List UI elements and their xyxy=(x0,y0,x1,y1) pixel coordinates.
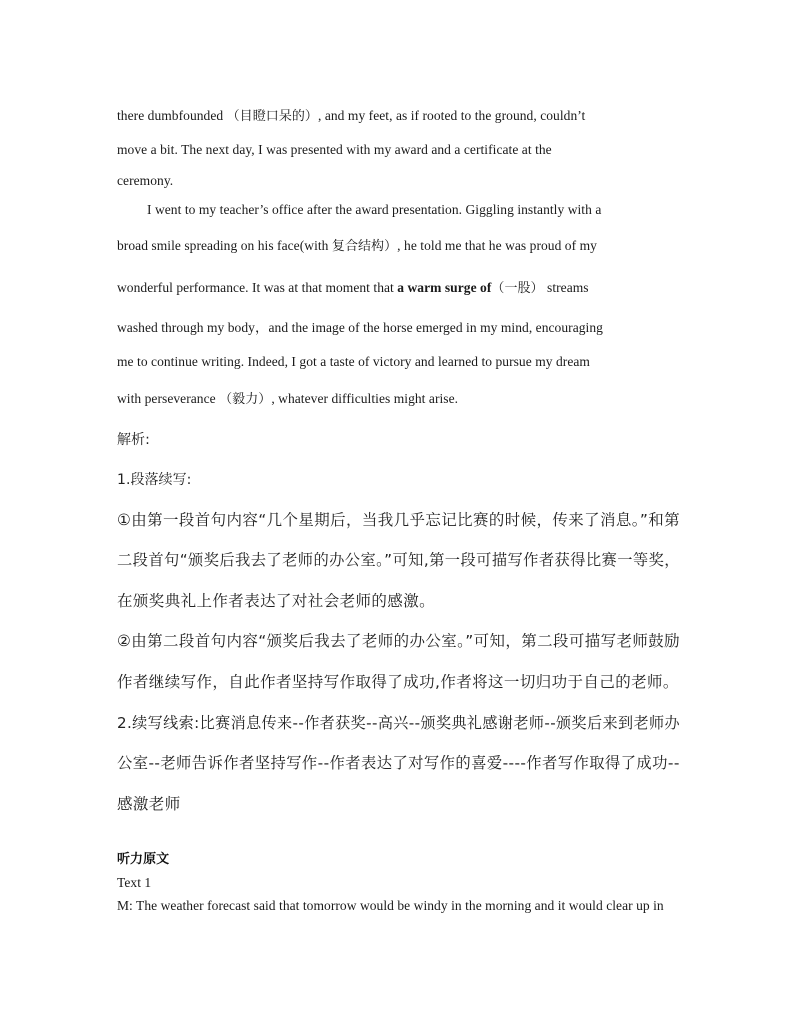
essay-text: broad smile spreading on his face(with xyxy=(117,238,332,253)
essay-line-3: ceremony. xyxy=(117,173,174,188)
analysis-clue-line-2: 公室--老师告诉作者坚持写作--作者表达了对写作的喜爱----作者写作取得了成功-- xyxy=(117,754,680,772)
analysis-clue-line-1: 2.续写线索:比赛消息传来--作者获奖--高兴--颁奖典礼感谢老师--颁奖后来到老师办 xyxy=(117,714,680,732)
listening-text-label: Text 1 xyxy=(117,875,152,890)
essay-text: , and my feet, as if rooted to the ground, couldn’t xyxy=(317,108,586,123)
essay-line-4: I went to my teacher’s office after the award presentation. Giggling instantly with a xyxy=(147,202,602,217)
analysis-point-1-line-3: 在颁奖典礼上作者表达了对社会老师的感激。 xyxy=(117,592,436,610)
listening-m-line: M: The weather forecast said that tomorrow would be windy in the morning and it would clear up in xyxy=(117,898,664,913)
essay-text: wonderful performance. It was at that moment that xyxy=(117,280,398,295)
essay-line-2: move a bit. The next day, I was presented with my award and a certificate at the xyxy=(117,142,552,157)
analysis-point-2-line-1: ②由第二段首句内容“颁奖后我去了老师的办公室。”可知，第二段可描写老师鼓励 xyxy=(117,632,681,650)
analysis-point-1-line-1: ①由第一段首句内容“几个星期后，当我几乎忘记比赛的时候，传来了消息。”和第 xyxy=(117,511,681,529)
analysis-label: 解析: xyxy=(117,432,150,448)
essay-text: there dumbfounded xyxy=(117,108,227,123)
analysis-section-1: 1.段落续写: xyxy=(117,472,192,488)
essay-text: streams xyxy=(543,280,589,295)
essay-text: with perseverance xyxy=(117,391,220,406)
essay-line-5 xyxy=(117,237,597,256)
essay-text: , whatever difficulties might arise. xyxy=(271,391,459,406)
essay-gloss: 复合结构） xyxy=(331,239,398,254)
essay-line-9 xyxy=(117,390,458,409)
essay-text: , he told me that he was proud of my xyxy=(397,238,597,253)
analysis-point-2-line-2: 作者继续写作，自此作者坚持写作取得了成功,作者将这一切归功于自己的老师。 xyxy=(117,673,679,691)
essay-gloss: （目瞪口呆的） xyxy=(226,109,318,124)
analysis-point-1-line-2: 二段首句“颁奖后我去了老师的办公室。”可知,第一段可描写作者获得比赛一等奖， xyxy=(117,551,680,569)
essay-line-6 xyxy=(117,279,589,298)
essay-line-8: me to continue writing. Indeed, I got a taste of victory and learned to pursue my dream xyxy=(117,354,590,369)
essay-gloss: （毅力） xyxy=(219,392,272,407)
essay-line-7: washed through my body，and the image of the horse emerged in my mind, encouraging xyxy=(117,320,603,335)
listening-heading: 听力原文 xyxy=(117,852,170,867)
essay-gloss: （一股） xyxy=(491,281,544,296)
essay-line-1 xyxy=(117,107,585,126)
analysis-clue-line-3: 感激老师 xyxy=(117,795,181,813)
essay-highlight: a warm surge of xyxy=(397,280,492,295)
